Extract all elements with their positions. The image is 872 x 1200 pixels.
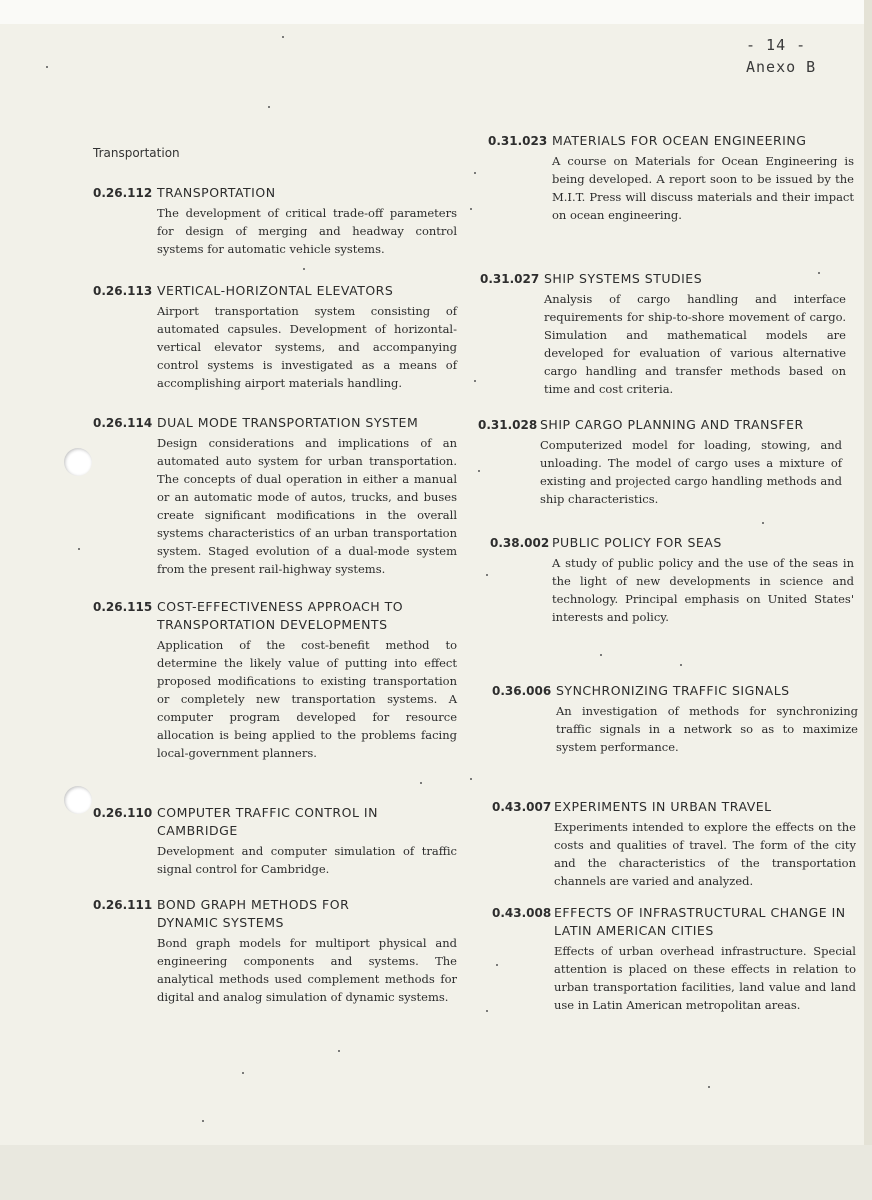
entry-title: VERTICAL-HORIZONTAL ELEVATORS [157,283,394,298]
entry-description: Design considerations and implications of an automated auto system for urban transportation. The concepts of dual operation in either a manual or an automatic mode of autos, trucks, and buses create significant modifications in the overall systems characteristics of an urban transportation system. Staged evolution of a dual-mode system from the present rail-highway systems. [157,436,457,576]
entry-title: BOND GRAPH METHODS FOR DYNAMIC SYSTEMS [157,897,350,930]
entry-title: COST-EFFECTIVENESS APPROACH TO TRANSPORTATION DEVELOPMENTS [157,599,404,632]
page-number: - 14 - [746,36,807,54]
scan-speck [78,548,80,550]
entry-title: SHIP SYSTEMS STUDIES [544,271,703,286]
scan-speck [242,1072,244,1074]
entry-code: 0.36.006 [492,684,552,698]
scan-speck [303,268,305,270]
entry-title: PUBLIC POLICY FOR SEAS [552,535,722,550]
entry-title: DUAL MODE TRANSPORTATION SYSTEM [157,415,419,430]
entry-description: Experiments intended to explore the effects on the costs and qualities of travel. The form of the city and the characteristics of the transportation channels are varied and analyzed. [554,820,856,888]
scan-speck [282,36,284,38]
scan-speck [470,778,472,780]
scan-speck [478,470,480,472]
entry-title: SHIP CARGO PLANNING AND TRANSFER [540,417,804,432]
scan-speck [486,574,488,576]
scan-speck [496,964,498,966]
entry-description: Effects of urban overhead infrastructure. Special attention is placed on these effects in relation to urban transportation facilities, land value and land use in Latin American metropolitan areas. [554,944,856,1012]
entry-code: 0.26.112 [93,186,153,200]
scan-speck [762,522,764,524]
scan-speck [268,106,270,108]
scan-speck [202,1120,204,1122]
scan-speck [486,1010,488,1012]
scan-bottom-band [0,1145,872,1200]
scan-right-edge [864,0,872,1200]
scan-speck [420,782,422,784]
scan-speck [474,172,476,174]
entry-description: Airport transportation system consisting of automated capsules. Development of horizontal-vertical elevator systems, and accompanying control systems is investigated as a means of accomplishing airport materials handling. [157,304,457,390]
entry-title: MATERIALS FOR OCEAN ENGINEERING [552,133,807,148]
entry-code: 0.26.111 [93,898,153,912]
entry-code: 0.31.023 [488,134,548,148]
punch-hole-upper [64,448,92,476]
entry-title: EXPERIMENTS IN URBAN TRAVEL [554,799,772,814]
entry-description: A study of public policy and the use of the seas in the light of new developments in science and technology. Principal emphasis on United States' interests and policy. [552,556,854,624]
entry-description: Application of the cost-benefit method to determine the likely value of putting into effect proposed modifications to existing transportation or completely new transportation systems. A computer program developed for resource allocation is being applied to the problems facing local-government planners. [157,638,457,760]
scan-speck [818,272,820,274]
scan-top-margin [0,0,872,24]
entry-code: 0.31.028 [478,418,538,432]
entry-description: A course on Materials for Ocean Engineering is being developed. A report soon to be issued by the M.I.T. Press will discuss materials and their impact on ocean engineering. [552,154,854,222]
scan-speck [470,208,472,210]
entry-code: 0.26.113 [93,284,153,298]
entry-code: 0.38.002 [490,536,550,550]
entry-code: 0.26.115 [93,600,153,614]
entry-title: SYNCHRONIZING TRAFFIC SIGNALS [556,683,790,698]
entry-description: Development and computer simulation of traffic signal control for Cambridge. [157,844,457,876]
entry-code: 0.26.114 [93,416,153,430]
scan-speck [708,1086,710,1088]
entry-code: 0.26.110 [93,806,153,820]
annex-label: Anexo B [746,58,817,76]
entry-description: Analysis of cargo handling and interface requirements for ship-to-shore movement of cargo. Simulation and mathematical models are developed for evaluation of various alternative cargo handling and transfer methods based on time and cost criteria. [544,292,846,396]
entry-code: 0.31.027 [480,272,540,286]
entry-title: COMPUTER TRAFFIC CONTROL IN CAMBRIDGE [157,805,378,838]
punch-hole-lower [64,786,92,814]
section-heading: Transportation [93,146,180,160]
entry-title: EFFECTS OF INFRASTRUCTURAL CHANGE IN LATIN AMERICAN CITIES [554,905,846,938]
entry-description: The development of critical trade-off parameters for design of merging and headway control systems for automatic vehicle systems. [157,206,457,256]
entry-description: Computerized model for loading, stowing, and unloading. The model of cargo uses a mixture of existing and projected cargo handling methods and ship characteristics. [540,438,842,506]
scan-speck [46,66,48,68]
scan-speck [474,380,476,382]
entry-description: An investigation of methods for synchronizing traffic signals in a network so as to maximize system performance. [556,704,858,754]
scan-speck [338,1050,340,1052]
scan-speck [600,654,602,656]
entry-code: 0.43.008 [492,906,552,920]
entry-description: Bond graph models for multiport physical and engineering components and systems. The analytical methods used complement methods for digital and analog simulation of dynamic systems. [157,936,457,1004]
entry-title: TRANSPORTATION [157,185,276,200]
entry-code: 0.43.007 [492,800,552,814]
scan-speck [680,664,682,666]
